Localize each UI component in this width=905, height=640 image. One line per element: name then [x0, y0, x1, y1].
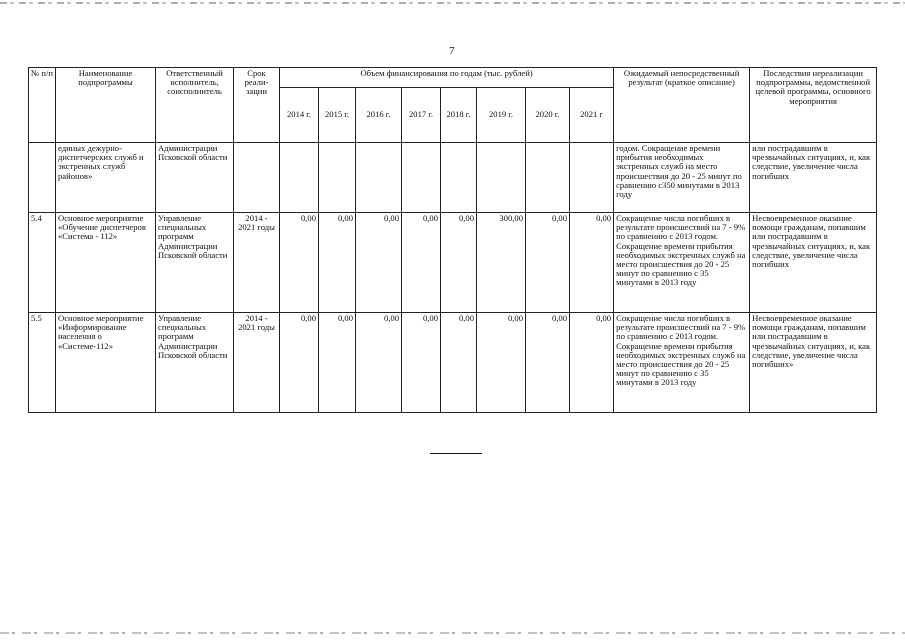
header-consequence: Последствия нереализации подпрограммы, ведомственной целевой программы, основного мероприятия	[750, 68, 877, 143]
header-term: Срок реали- зации	[234, 68, 280, 143]
row-value: 300,00	[477, 213, 526, 313]
header-result: Ожидаемый непосредственный результат (краткое описание)	[614, 68, 750, 143]
row-name: Основное мероприятие «Обучение диспетчеров «Система - 112»	[56, 213, 156, 313]
row-value: 0,00	[526, 313, 570, 413]
row-value: 0,00	[441, 313, 477, 413]
scan-edge-bottom	[0, 632, 905, 634]
row-value: 0,00	[570, 213, 614, 313]
row-value	[570, 143, 614, 213]
header-year: 2014 г.	[280, 88, 319, 143]
row-value: 0,00	[402, 213, 441, 313]
row-value: 0,00	[477, 313, 526, 413]
row-value: 0,00	[441, 213, 477, 313]
header-year: 2018 г.	[441, 88, 477, 143]
header-financing: Объем финансирования по годам (тыс. рублей)	[280, 68, 614, 88]
row-no: 5.5	[29, 313, 56, 413]
row-no: 5.4	[29, 213, 56, 313]
financing-table	[28, 67, 877, 413]
row-consequence: Несвоевременное оказание помощи гражданам, попавшим или пострадавшим в чрезвычайных ситуациях, и, как следствие, увеличение числа погибших»	[750, 313, 877, 413]
table-row	[29, 213, 877, 313]
row-term	[234, 143, 280, 213]
row-responsible: Администрации Псковской области	[156, 143, 234, 213]
header-name: Наименование подпрограммы	[56, 68, 156, 143]
row-value: 0,00	[402, 313, 441, 413]
header-year: 2016 г.	[356, 88, 402, 143]
row-consequence: Несвоевременное оказание помощи гражданам, попавшим или пострадавшим в чрезвычайных ситуациях, и, как следствие, увеличение числа погибших	[750, 213, 877, 313]
row-value: 0,00	[319, 213, 356, 313]
page-number: 7	[449, 45, 455, 57]
header-responsible: Ответственный исполнитель, соисполнитель	[156, 68, 234, 143]
header-year: 2020 г.	[526, 88, 570, 143]
row-result: Сокращение числа погибших в результате происшествий на 7 - 9% по сравнению с 2013 годом. Сокращение времени прибытия необходимых экстренных служб на место происшествия до 20 - 25 минут по сравнению с 35 минутами в 2013 году	[614, 213, 750, 313]
header-row-1	[29, 68, 877, 88]
row-value: 0,00	[356, 213, 402, 313]
row-result: годом. Сокращение времени прибытия необходимых экстренных служб на место происшествия до 20 - 25 минут по сравнению с350 минутами в 2013 году	[614, 143, 750, 213]
row-value: 0,00	[526, 213, 570, 313]
row-name: Основное мероприятие «Информирование населения о «Системе-112»	[56, 313, 156, 413]
table-row	[29, 313, 877, 413]
row-value	[441, 143, 477, 213]
scan-edge-top	[0, 2, 905, 4]
table-row	[29, 143, 877, 213]
header-no: № п/п	[29, 68, 56, 143]
row-value: 0,00	[356, 313, 402, 413]
row-responsible: Управление специальных программ Администрации Псковской области	[156, 213, 234, 313]
row-no	[29, 143, 56, 213]
row-value	[280, 143, 319, 213]
row-value: 0,00	[280, 313, 319, 413]
row-value: 0,00	[570, 313, 614, 413]
row-term: 2014 - 2021 годы	[234, 213, 280, 313]
row-value: 0,00	[280, 213, 319, 313]
row-value	[356, 143, 402, 213]
row-term: 2014 - 2021 годы	[234, 313, 280, 413]
row-value: 0,00	[319, 313, 356, 413]
row-value	[402, 143, 441, 213]
header-year: 2017 г.	[402, 88, 441, 143]
row-value	[526, 143, 570, 213]
row-responsible: Управление специальных программ Администрации Псковской области	[156, 313, 234, 413]
row-value	[477, 143, 526, 213]
row-consequence: или пострадавшим в чрезвычайных ситуациях, и, как следствие, увеличение числа погибших	[750, 143, 877, 213]
header-year: 2015 г.	[319, 88, 356, 143]
row-value	[319, 143, 356, 213]
header-year: 2019 г.	[477, 88, 526, 143]
row-result: Сокращение числа погибших в результате происшествий на 7 - 9% по сравнению с 2013 годом. Сокращение времени прибытия необходимых экстренных служб на место происшествия до 20 - 25 минут по сравнению с 35 минутами в 2013 году	[614, 313, 750, 413]
end-divider	[430, 453, 482, 454]
header-year: 2021 г	[570, 88, 614, 143]
row-name: единых дежурно-диспетчерских служб и экстренных служб районов»	[56, 143, 156, 213]
